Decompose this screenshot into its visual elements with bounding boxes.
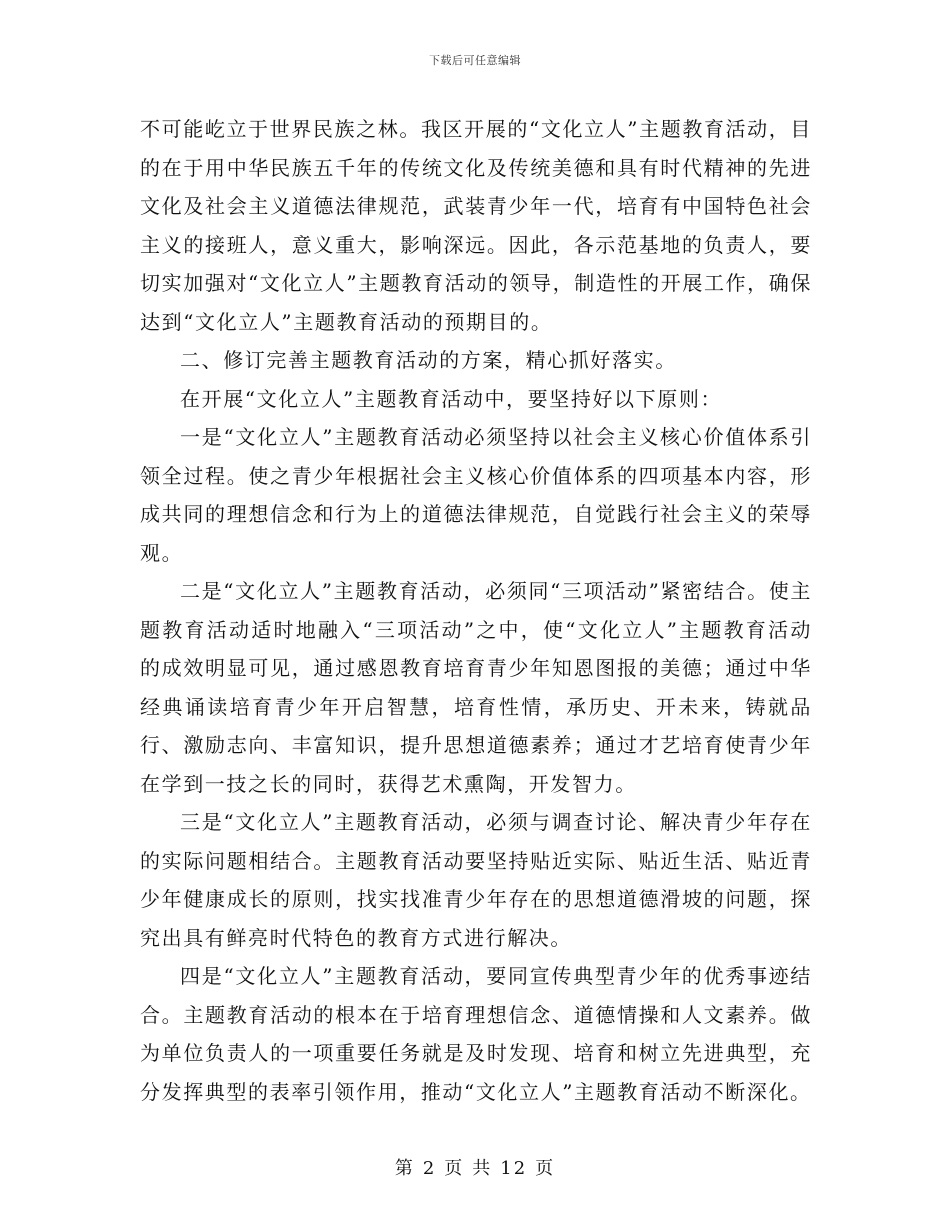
paragraph-principle-2: 二是“文化立人”主题教育活动，必须同“三项活动”紧密结合。使主题教育活动适时地融入“三项活动”之中，使“文化立人”主题教育活动的成效明显可见，通过感恩教育培育青少年知恩图报的美德；通过中华经典诵读培育青少年开启智慧，培育性情，承历史、开未来，铸就品行、激励志向、丰富知识，提升思想道德素养；通过才艺培育使青少年在学到一技之长的同时，获得艺术熏陶，开发智力。 (140, 579, 812, 796)
footer-total-pages: 12 (500, 1158, 528, 1179)
page-footer (0, 1154, 950, 1180)
paragraph-principles-intro: 在开展“文化立人”主题教育活动中，要坚持好以下原则： (180, 386, 723, 411)
paragraph-principle-4: 四是“文化立人”主题教育活动，要同宣传典型青少年的优秀事迹结合。主题教育活动的根本在于培育理想信念、道德情操和人文素养。做为单位负责人的一项重要任务就是及时发现、培育和树立先进典型，充分发挥典型的表率引领作用，推动“文化立人”主题教育活动不断深化。 (140, 964, 812, 1104)
footer-total-word: 共 (472, 1158, 493, 1179)
document-body (140, 110, 812, 1111)
footer-suffix: 页 (535, 1158, 556, 1179)
footer-current-page: 2 (422, 1158, 437, 1179)
paragraph-principle-3: 三是“文化立人”主题教育活动，必须与调查讨论、解决青少年存在的实际问题相结合。主题教育活动要坚持贴近实际、贴近生活、贴近青少年健康成长的原则，找实找准青少年存在的思想道德滑坡的问题，探究出具有鲜亮时代特色的教育方式进行解决。 (140, 810, 812, 950)
section-heading: 二、修订完善主题教育活动的方案，精心抓好落实。 (180, 348, 677, 372)
footer-prefix: 第 (394, 1158, 415, 1179)
paragraph-principle-1: 一是“文化立人”主题教育活动必须坚持以社会主义核心价值体系引领全过程。使之青少年根据社会主义核心价值体系的四项基本内容，形成共同的理想信念和行为上的道德法律规范，自觉践行社会主义的荣辱观。 (140, 425, 812, 565)
page-header: 下载后可任意编辑 (429, 54, 521, 67)
paragraph-continuation: 不可能屹立于世界民族之林。我区开展的“文化立人”主题教育活动，目的在于用中华民族五千年的传统文化及传统美德和具有时代精神的先进文化及社会主义道德法律规范，武装青少年一代，培育有中国特色社会主义的接班人，意义重大，影响深远。因此，各示范基地的负责人，要切实加强对“文化立人”主题教育活动的领导，制造性的开展工作，确保达到“文化立人”主题教育活动的预期目的。 (140, 117, 812, 334)
footer-page-word: 页 (444, 1158, 465, 1179)
